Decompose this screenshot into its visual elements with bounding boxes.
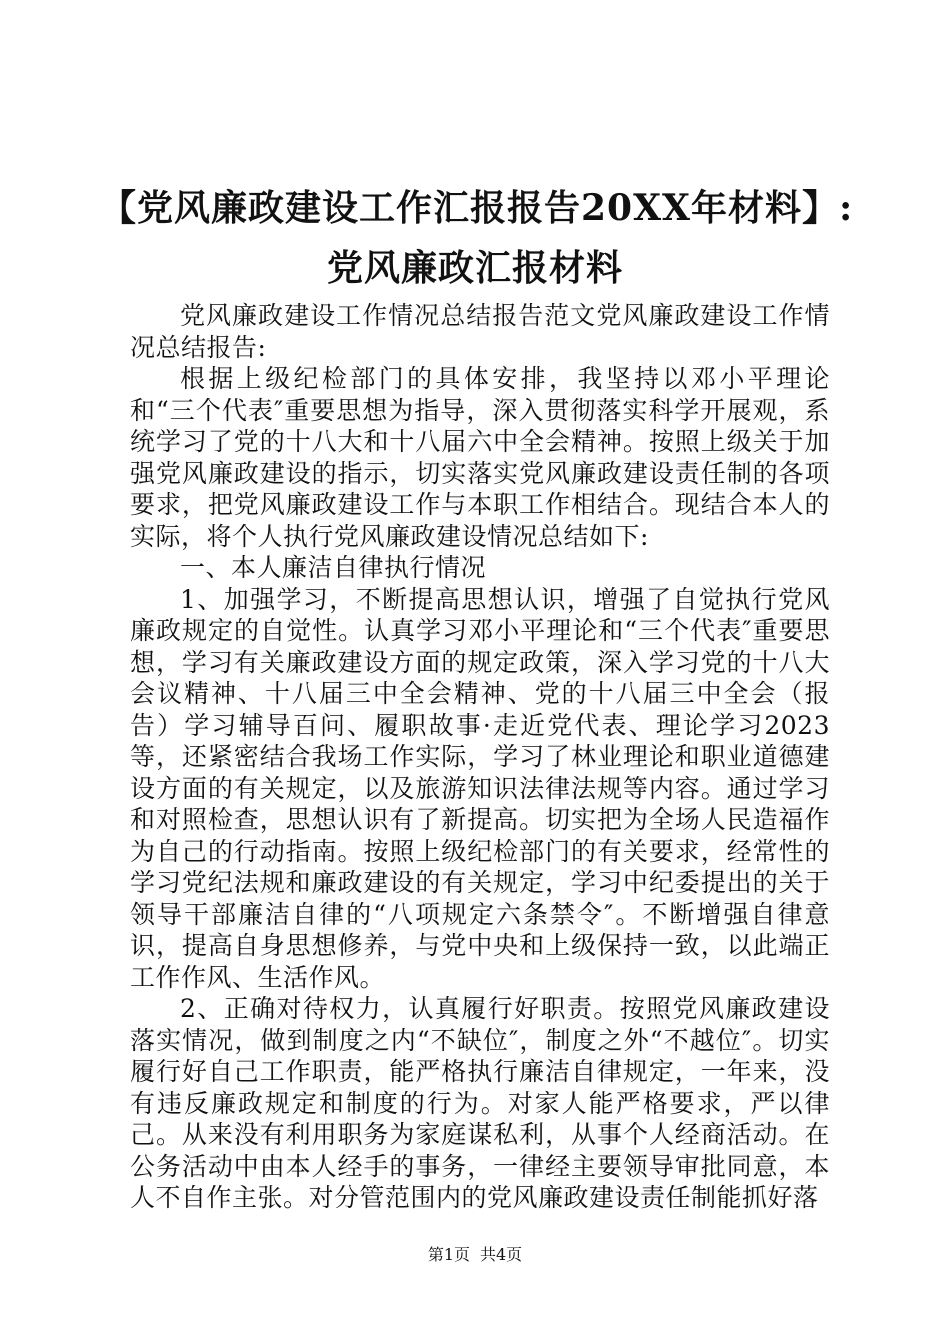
- document-title: [100, 178, 854, 298]
- page-number: 第1页: [427, 1245, 470, 1264]
- page-footer: [0, 1244, 950, 1266]
- section-heading: 一、本人廉洁自律执行情况: [180, 553, 487, 582]
- title-line-1: 【党风廉政建设工作汇报报告20XX年材料】:: [100, 187, 854, 229]
- paragraph-background: 根据上级纪检部门的具体安排，我坚持以邓小平理论和“三个代表″重要思想为指导，深入贯彻落实科学开展观，系统学习了党的十八大和十八届六中全会精神。按照上级关于加强党风廉政建设的指示，切实落实党风廉政建设责任制的各项要求，把党风廉政建设工作与本职工作相结合。现结合本人的实际，将个人执行党风廉政建设情况总结如下:: [130, 364, 830, 551]
- page-total: 共4页: [480, 1245, 523, 1264]
- paragraph-intro: 党风廉政建设工作情况总结报告范文党风廉政建设工作情况总结报告:: [130, 301, 830, 362]
- paragraph-item-1: 1、加强学习，不断提高思想认识，增强了自觉执行党风廉政规定的自觉性。认真学习邓小平理论和“三个代表″重要思想，学习有关廉政建设方面的规定政策，深入学习党的十八大会议精神、十八届三中全会精神、党的十八届三中全会（报告）学习辅导百问、履职故事·走近党代表、理论学习2023等，还紧密结合我场工作实际，学习了林业理论和职业道德建设方面的有关规定，以及旅游知识法律法规等内容。通过学习和对照检查，思想认识有了新提高。切实把为全场人民造福作为自己的行动指南。按照上级纪检部门的有关要求，经常性的学习党纪法规和廉政建设的有关规定，学习中纪委提出的关于领导干部廉洁自律的“八项规定六条禁令″。不断增强自律意识，提高自身思想修养，与党中央和上级保持一致，以此端正工作作风、生活作风。: [130, 584, 830, 992]
- title-line-2: 党风廉政汇报材料: [326, 247, 623, 289]
- paragraph-item-2: 2、正确对待权力，认真履行好职责。按照党风廉政建设落实情况，做到制度之内“不缺位″，制度之外“不越位″。切实履行好自己工作职责，能严格执行廉洁自律规定，一年来，没有违反廉政规定和制度的行为。对家人能严格要求，严以律己。从来没有利用职务为家庭谋私利，从事个人经商活动。在公务活动中由本人经手的事务，一律经主要领导审批同意，本人不自作主张。对分管范围内的党风廉政建设责任制能抓好落: [130, 994, 830, 1212]
- document-body: [130, 300, 830, 1214]
